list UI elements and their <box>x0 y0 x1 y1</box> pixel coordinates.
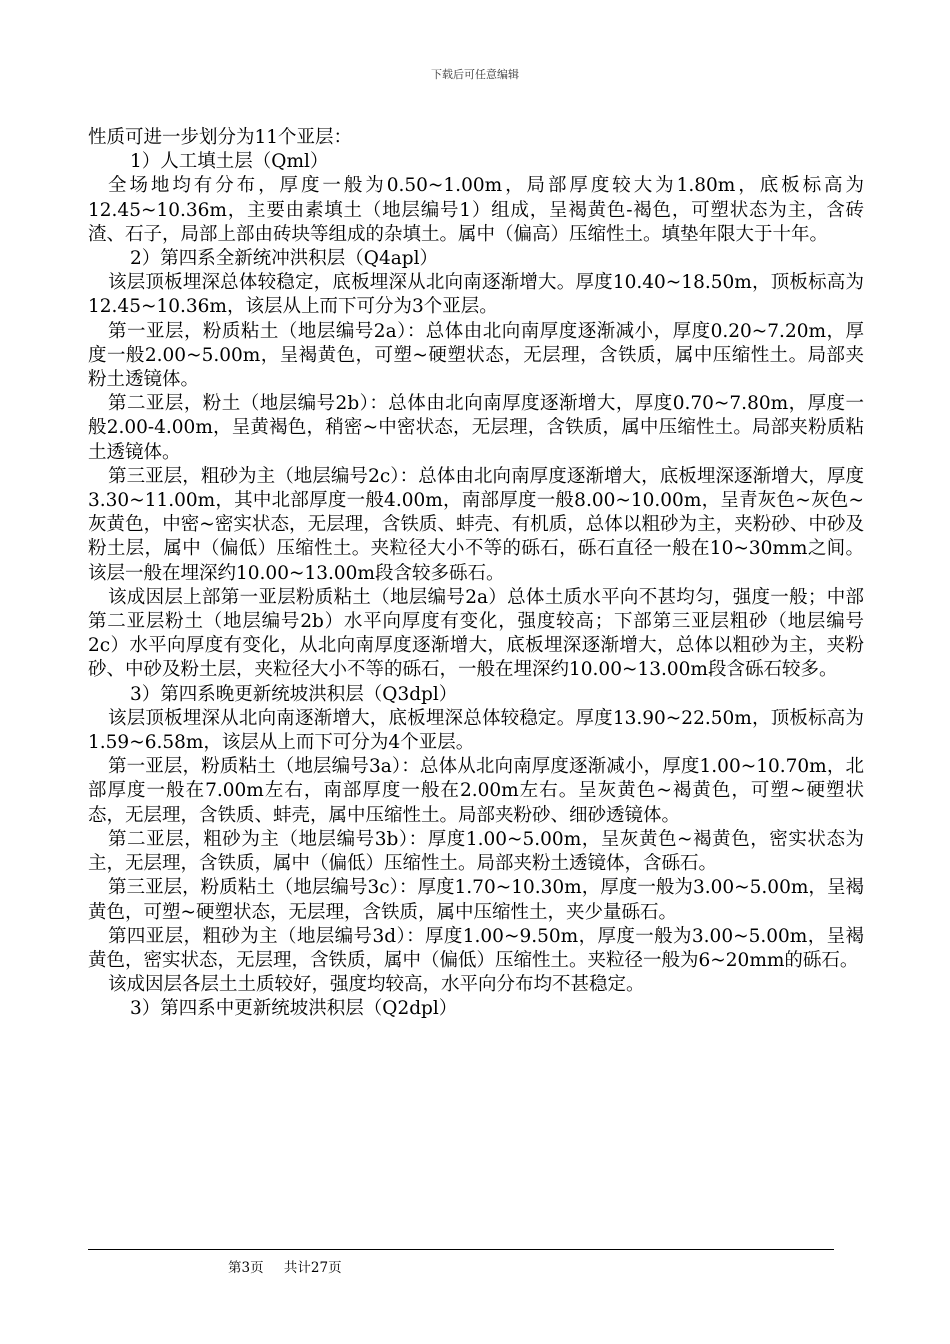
footer-divider <box>88 1249 834 1250</box>
paragraph: 该层顶板埋深从北向南逐渐增大，底板埋深总体较稳定。厚度13.90~22.50m，顶板标高为1.59~6.58m，该层从上而下可分为4个亚层。 <box>88 707 864 754</box>
page-number: 第3页 <box>228 1260 264 1276</box>
paragraph: 第一亚层，粉质粘土（地层编号2a）：总体由北向南厚度逐渐减小，厚度0.20~7.20m，厚度一般2.00~5.00m，呈褐黄色，可塑~硬塑状态，无层理，含铁质，属中压缩性土。局部夹粉土透镜体。 <box>88 320 864 391</box>
page-footer <box>228 1256 358 1276</box>
page-total: 共计27页 <box>283 1260 342 1276</box>
paragraph: 第二亚层，粗砂为主（地层编号3b）：厚度1.00~5.00m，呈灰黄色~褐黄色，密实状态为主，无层理，含铁质，属中（偏低）压缩性土。局部夹粉土透镜体，含砾石。 <box>88 828 864 875</box>
paragraph: 第二亚层，粉土（地层编号2b）：总体由北向南厚度逐渐增大，厚度0.70~7.80m，厚度一般2.00-4.00m，呈黄褐色，稍密~中密状态，无层理，含铁质，属中压缩性土。局部夹粉质粘土透镜体。 <box>88 393 864 463</box>
paragraph: 全场地均有分布，厚度一般为0.50~1.00m，局部厚度较大为1.80m，底板标高为12.45~10.36m，主要由素填土（地层编号1）组成，呈褐黄色-褐色，可塑状态为主，含砖渣、石子，局部上部由砖块等组成的杂填土。属中（偏高）压缩性土。填垫年限大于十年。 <box>88 175 864 245</box>
section-heading: 1）人工填土层（Qml） <box>130 151 329 173</box>
paragraph: 第三亚层，粉质粘土（地层编号3c）：厚度1.70~10.30m，厚度一般为3.00~5.00m，呈褐黄色，可塑~硬塑状态，无层理，含铁质，属中压缩性土，夹少量砾石。 <box>88 877 864 923</box>
paragraph: 该层顶板埋深总体较稳定，底板埋深从北向南逐渐增大。厚度10.40~18.50m，顶板标高为12.45~10.36m，该层从上而下可分为3个亚层。 <box>88 272 864 318</box>
paragraph: 第一亚层，粉质粘土（地层编号3a）：总体从北向南厚度逐渐减小，厚度1.00~10.70m，北部厚度一般在7.00m左右，南部厚度一般在2.00m左右。呈灰黄色~褐黄色，可塑~硬塑状态，无层理，含铁质、蚌壳，属中压缩性土。局部夹粉砂、细砂透镜体。 <box>88 756 864 826</box>
section-heading: 2）第四系全新统冲洪积层（Q4apl） <box>130 248 438 270</box>
paragraph: 该成因层上部第一亚层粉质粘土（地层编号2a）总体土质水平向不甚均匀，强度一般；中部第二亚层粉土（地层编号2b）水平向厚度有变化，强度较高；下部第三亚层粗砂（地层编号2c）水平向厚度有变化，从北向南厚度逐渐增大，底板埋深逐渐增大，总体以粗砂为主，夹粉砂、中砂及粉土层，夹粒径大小不等的砾石，一般在埋深约10.00~13.00m段含砾石较多。 <box>88 586 864 681</box>
page-header: 下载后可任意编辑 <box>431 68 519 81</box>
paragraph: 性质可进一步划分为11个亚层： <box>88 127 353 148</box>
section-heading: 3）第四系中更新统坡洪积层（Q2dpl） <box>130 998 458 1020</box>
section-heading: 3）第四系晚更新统坡洪积层（Q3dpl） <box>130 683 458 705</box>
document-body <box>88 126 864 1022</box>
paragraph: 第四亚层，粗砂为主（地层编号3d）：厚度1.00~9.50m，厚度一般为3.00~5.00m，呈褐黄色，密实状态，无层理，含铁质，属中（偏低）压缩性土。夹粒径一般为6~20mm的砾石。 <box>88 925 864 971</box>
paragraph: 该成因层各层土土质较好，强度均较高，水平向分布均不甚稳定。 <box>108 974 645 996</box>
paragraph: 第三亚层，粗砂为主（地层编号2c）：总体由北向南厚度逐渐增大，底板埋深逐渐增大，厚度3.30~11.00m，其中北部厚度一般4.00m，南部厚度一般8.00~10.00m，呈青灰色~灰色~灰黄色，中密~密实状态，无层理，含铁质、蚌壳、有机质，总体以粗砂为主，夹粉砂、中砂及粉土层，属中（偏低）压缩性土。夹粒径大小不等的砾石，砾石直径一般在10~30mm之间。该层一般在埋深约10.00~13.00m段含较多砾石。 <box>88 465 864 584</box>
